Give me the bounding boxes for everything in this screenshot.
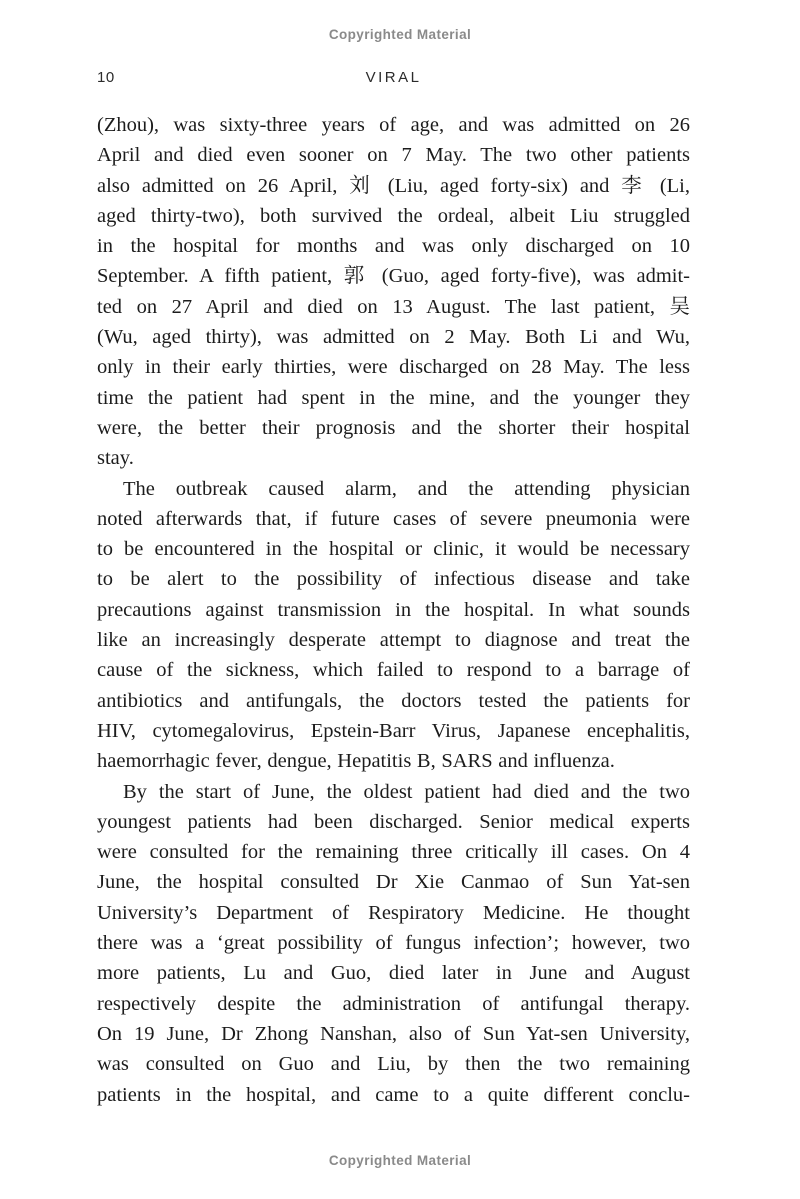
text-line: precautions against transmission in the hospital. In what sounds bbox=[97, 598, 690, 621]
text-line: in the hospital for months and was only discharged on 10 bbox=[97, 235, 690, 258]
text-line: also admitted on 26 April, 刘 (Liu, aged forty-six) and 李 (Li, bbox=[97, 174, 690, 197]
text-line: only in their early thirties, were discharged on 28 May. The less bbox=[97, 356, 690, 379]
text-line: were consulted for the remaining three critically ill cases. On 4 bbox=[97, 841, 690, 864]
text-line: time the patient had spent in the mine, and the younger they bbox=[97, 386, 690, 409]
copyright-notice-top: Copyrighted Material bbox=[328, 27, 472, 42]
text-line: (Wu, aged thirty), was admitted on 2 May. Both Li and Wu, bbox=[97, 326, 690, 349]
text-line: noted afterwards that, if future cases of severe pneumonia were bbox=[97, 507, 690, 530]
text-line: (Zhou), was sixty-three years of age, and was admitted on 26 bbox=[97, 114, 690, 136]
text-line: The outbreak caused alarm, and the attending physician bbox=[123, 477, 690, 500]
text-line: youngest patients had been discharged. Senior medical experts bbox=[97, 810, 690, 833]
text-line: patients in the hospital, and came to a quite different conclu- bbox=[97, 1083, 690, 1106]
text-line: By the start of June, the oldest patient had died and the two bbox=[123, 780, 690, 803]
text-line: there was a ‘great possibility of fungus infection’; however, two bbox=[97, 932, 690, 955]
text-line: ted on 27 April and died on 13 August. The last patient, 吴 bbox=[97, 295, 690, 318]
paragraph bbox=[97, 474, 690, 777]
text-line: like an increasingly desperate attempt to diagnose and treat the bbox=[97, 629, 690, 652]
text-line: was consulted on Guo and Liu, by then the two remaining bbox=[97, 1053, 690, 1076]
text-line: April and died even sooner on 7 May. The two other patients bbox=[97, 144, 690, 167]
text-line: cause of the sickness, which failed to respond to a barrage of bbox=[97, 659, 690, 682]
text-line: stay. bbox=[97, 447, 134, 470]
text-line: aged thirty-two), both survived the ordeal, albeit Liu struggled bbox=[97, 204, 690, 227]
running-title: VIRAL bbox=[365, 69, 422, 86]
text-line: to be encountered in the hospital or clinic, it would be necessary bbox=[97, 538, 690, 561]
text-line: to be alert to the possibility of infectious disease and take bbox=[97, 568, 690, 591]
text-line: respectively despite the administration of antifungal therapy. bbox=[97, 992, 690, 1015]
text-line: September. A fifth patient, 郭 (Guo, aged forty-five), was admit- bbox=[97, 265, 690, 288]
text-line: University’s Department of Respiratory Medicine. He thought bbox=[97, 901, 690, 924]
page-number: 10 bbox=[97, 69, 115, 86]
text-line: On 19 June, Dr Zhong Nanshan, also of Sun Yat-sen University, bbox=[97, 1022, 690, 1045]
text-line: haemorrhagic fever, dengue, Hepatitis B, SARS and influenza. bbox=[97, 750, 615, 773]
text-line: were, the better their prognosis and the shorter their hospital bbox=[97, 416, 690, 439]
paragraph bbox=[97, 110, 690, 474]
text-line: more patients, Lu and Guo, died later in June and August bbox=[97, 962, 690, 985]
body-text bbox=[97, 110, 690, 1110]
text-line: antibiotics and antifungals, the doctors tested the patients for bbox=[97, 689, 690, 712]
paragraph bbox=[97, 777, 690, 1110]
text-line: June, the hospital consulted Dr Xie Canmao of Sun Yat-sen bbox=[97, 871, 690, 894]
running-header bbox=[97, 69, 690, 89]
text-line: HIV, cytomegalovirus, Epstein-Barr Virus, Japanese encephalitis, bbox=[97, 719, 690, 742]
copyright-notice-bottom: Copyrighted Material bbox=[328, 1153, 472, 1168]
